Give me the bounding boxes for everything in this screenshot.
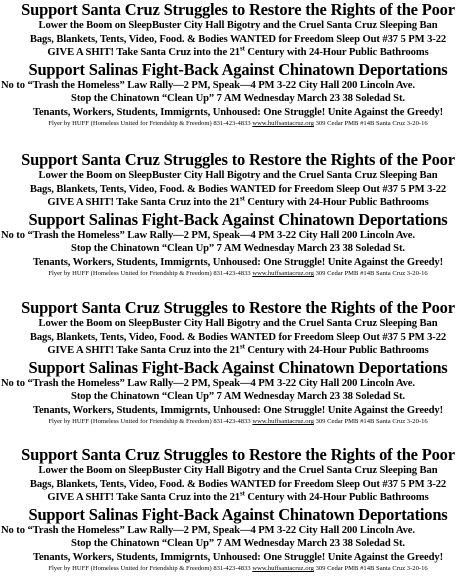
bathrooms-line-sup: st — [240, 46, 245, 53]
chinatown-line: Stop the Chinatown “Clean Up” 7 AM Wednesday March 23 38 Soledad St. — [71, 391, 405, 402]
rally-line: No to “Trash the Homeless” Law Rally—2 PM, Speak—4 PM 3-22 City Hall 200 Lincoln Ave. — [1, 377, 415, 389]
footer — [0, 119, 476, 129]
bathrooms-line-a: GIVE A SHIT! Take Santa Cruz into the 21 — [47, 47, 240, 58]
rally-line: No to “Trash the Homeless” Law Rally—2 PM, Speak—4 PM 3-22 City Hall 200 Lincoln Ave. — [1, 79, 415, 91]
footer-address: 309 Cedar PMB #14B Santa Cruz 3-20-16 — [313, 270, 428, 277]
sleep-ban-line: Lower the Boom on SleepBuster City Hall Bigotry and the Cruel Santa Cruz Sleeping Ban — [38, 465, 438, 476]
subhead: Support Salinas Fight-Back Against Chinatown Deportations — [28, 59, 448, 79]
headline: Support Santa Cruz Struggles to Restore the Rights of the Poor — [21, 150, 455, 169]
sleep-ban-line: Lower the Boom on SleepBuster City Hall Bigotry and the Cruel Santa Cruz Sleeping Ban — [38, 318, 438, 329]
footer-text: Flyer by HUFF (Homeless United for Friendship & Freedom) 831-423-4833 — [48, 270, 253, 277]
subhead: Support Salinas Fight-Back Against Chinatown Deportations — [28, 504, 448, 524]
unite-line: Tenants, Workers, Students, Immigrnts, Unhoused: One Struggle! Unite Against the Greedy! — [32, 106, 444, 118]
bathrooms-line — [0, 46, 476, 60]
rally-line: No to “Trash the Homeless” Law Rally—2 PM, Speak—4 PM 3-22 City Hall 200 Lincoln Ave. — [1, 524, 415, 536]
bathrooms-line-b: Century with 24-Hour Public Bathrooms — [244, 197, 429, 208]
bathrooms-line-sup: st — [240, 344, 245, 351]
bathrooms-line — [0, 344, 476, 358]
bathrooms-line-b: Century with 24-Hour Public Bathrooms — [244, 47, 429, 58]
rally-line: No to “Trash the Homeless” Law Rally—2 PM, Speak—4 PM 3-22 City Hall 200 Lincoln Ave. — [1, 229, 415, 241]
bathrooms-line-sup: st — [240, 196, 245, 203]
bathrooms-line-a: GIVE A SHIT! Take Santa Cruz into the 21 — [47, 345, 240, 356]
bathrooms-line-a: GIVE A SHIT! Take Santa Cruz into the 21 — [47, 492, 240, 503]
bathrooms-line-b: Century with 24-Hour Public Bathrooms — [244, 345, 429, 356]
bathrooms-line-sup: st — [240, 491, 245, 498]
footer-address: 309 Cedar PMB #14B Santa Cruz 3-20-16 — [313, 418, 428, 425]
sleep-out-line: Bags, Blankets, Tents, Video, Food. & Bodies WANTED for Freedom Sleep Out #37 5 PM 3-22 — [29, 478, 447, 490]
sleep-out-line: Bags, Blankets, Tents, Video, Food. & Bodies WANTED for Freedom Sleep Out #37 5 PM 3-22 — [29, 33, 447, 45]
unite-line: Tenants, Workers, Students, Immigrnts, Unhoused: One Struggle! Unite Against the Greedy! — [32, 551, 444, 563]
headline: Support Santa Cruz Struggles to Restore the Rights of the Poor — [21, 445, 455, 464]
website-link[interactable]: www.huffsantacruz.org — [252, 418, 314, 425]
sleep-ban-line: Lower the Boom on SleepBuster City Hall Bigotry and the Cruel Santa Cruz Sleeping Ban — [38, 170, 438, 181]
subhead: Support Salinas Fight-Back Against Chinatown Deportations — [28, 357, 448, 377]
website-link[interactable]: www.huffsantacruz.org — [252, 565, 314, 572]
chinatown-line: Stop the Chinatown “Clean Up” 7 AM Wednesday March 23 38 Soledad St. — [71, 243, 405, 254]
bathrooms-line — [0, 491, 476, 505]
website-link[interactable]: www.huffsantacruz.org — [252, 120, 314, 127]
flyer-copy-4 — [0, 445, 476, 574]
website-link[interactable]: www.huffsantacruz.org — [252, 270, 314, 277]
bathrooms-line — [0, 196, 476, 210]
footer-text: Flyer by HUFF (Homeless United for Friendship & Freedom) 831-423-4833 — [48, 565, 253, 572]
unite-line: Tenants, Workers, Students, Immigrnts, Unhoused: One Struggle! Unite Against the Greedy! — [32, 404, 444, 416]
footer — [0, 269, 476, 279]
footer-text: Flyer by HUFF (Homeless United for Friendship & Freedom) 831-423-4833 — [48, 418, 253, 425]
footer — [0, 417, 476, 427]
headline: Support Santa Cruz Struggles to Restore the Rights of the Poor — [21, 298, 455, 317]
flyer-copy-1 — [0, 0, 476, 129]
flyer-copy-2 — [0, 150, 476, 279]
sleep-ban-line: Lower the Boom on SleepBuster City Hall Bigotry and the Cruel Santa Cruz Sleeping Ban — [38, 20, 438, 31]
flyer-copy-3 — [0, 298, 476, 427]
chinatown-line: Stop the Chinatown “Clean Up” 7 AM Wednesday March 23 38 Soledad St. — [71, 93, 405, 104]
unite-line: Tenants, Workers, Students, Immigrnts, Unhoused: One Struggle! Unite Against the Greedy! — [32, 256, 444, 268]
chinatown-line: Stop the Chinatown “Clean Up” 7 AM Wednesday March 23 38 Soledad St. — [71, 538, 405, 549]
subhead: Support Salinas Fight-Back Against Chinatown Deportations — [28, 209, 448, 229]
bathrooms-line-b: Century with 24-Hour Public Bathrooms — [244, 492, 429, 503]
sleep-out-line: Bags, Blankets, Tents, Video, Food. & Bodies WANTED for Freedom Sleep Out #37 5 PM 3-22 — [29, 183, 447, 195]
bathrooms-line-a: GIVE A SHIT! Take Santa Cruz into the 21 — [47, 197, 240, 208]
footer-address: 309 Cedar PMB #14B Santa Cruz 3-20-16 — [313, 565, 428, 572]
headline: Support Santa Cruz Struggles to Restore the Rights of the Poor — [21, 0, 455, 19]
footer — [0, 564, 476, 574]
footer-address: 309 Cedar PMB #14B Santa Cruz 3-20-16 — [313, 120, 428, 127]
footer-text: Flyer by HUFF (Homeless United for Friendship & Freedom) 831-423-4833 — [48, 120, 253, 127]
sleep-out-line: Bags, Blankets, Tents, Video, Food. & Bodies WANTED for Freedom Sleep Out #37 5 PM 3-22 — [29, 331, 447, 343]
